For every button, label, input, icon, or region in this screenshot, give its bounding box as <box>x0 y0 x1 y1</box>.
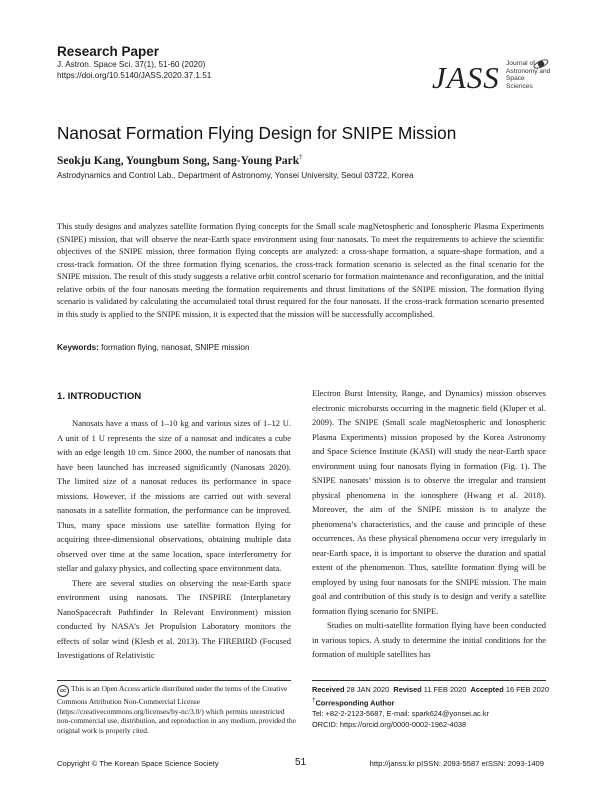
authors-names: Seokju Kang, Youngbum Song, Sang-Young Park <box>57 154 300 167</box>
keywords <box>57 343 250 352</box>
paper-title: Nanosat Formation Flying Design for SNIPE Mission <box>57 123 457 143</box>
logo-subtitle: Journal of Astronomy and Space Sciences <box>506 60 551 90</box>
right-column <box>312 386 546 662</box>
orbit-logo-icon <box>532 56 550 72</box>
contact-info: Tel: +82-2-2123-5687, E-mail: spark624@yonsei.ac.kr <box>312 709 489 719</box>
logo-wordmark: JASS <box>432 60 500 95</box>
doi-link[interactable]: https://doi.org/10.5140/JASS.2020.37.1.51 <box>57 71 212 80</box>
corresponding-mark: † <box>299 153 303 161</box>
left-column <box>57 416 291 663</box>
paragraph: Electron Burst Intensity, Range, and Dynamics) mission observes electronic microbursts occurring in the magnetic field (Kluper et al. 2009). The SNIPE (Small scale magNetospheric and Ionospheric Plasma Experiments) mission proposed by the Korea Astronomy and Space Science Institute (KASI) will study the near-Earth space environment using four nanosats flying in formation (Fig. 1). The SNIPE nanosats’ mission is to observe the irregular and transient physical phenomena in the ionosphere (Hwang et al. 2018). Moreover, the aim of the SNIPE mission is to analyze the phenomena’s characteristics, and the cause and principle of these occurrences. As these physical phenomena occur very irregularly in near-Earth space, it is important to observe the duration and spatial extent of the phenomenon. Thus, satellite formation flying will be employed by using four nanosats for the SNIPE mission. The main goal and contribution of this study is to design and verify a satellite formation flying scenario for SNIPE. <box>312 388 546 616</box>
paragraph: There are several studies on observing the near-Earth space environment using nanosats. The INSPIRE (Interplanetary NanoSpacecraft Pathfinder In Relevant Environment) mission conducted by NASA’s Jet Propulsion Laboratory monitors the effects of solar wind (Klesh et al. 2013). The FIREBIRD (Focused Investigations of Relativistic <box>57 577 291 660</box>
copyright: Copyright © The Korean Space Science Society <box>57 759 219 768</box>
article-dates: Received 28 JAN 2020 Revised 11 FEB 2020 Accepted 16 FEB 2020 <box>312 685 549 694</box>
corresponding-author: †Corresponding Author <box>312 697 395 708</box>
keywords-value: formation flying, nanosat, SNIPE mission <box>101 343 250 352</box>
paper-header <box>57 44 211 81</box>
journal-issn: http://janss.kr pISSN: 2093-5587 eISSN: 2093-1409 <box>369 759 544 768</box>
orcid-link[interactable]: ORCID: https://orcid.org/0000-0002-1962-4038 <box>312 720 467 730</box>
paragraph: Studies on multi-satellite formation flying have been conducted in various topics. A study to determine the initial conditions for the formation of multiple satellites has <box>312 620 546 659</box>
license-note <box>57 684 297 735</box>
page-footer <box>57 758 544 770</box>
footnote-divider <box>312 680 546 681</box>
keywords-label: Keywords: <box>57 343 99 352</box>
paper-type: Research Paper <box>57 44 160 59</box>
page-number: 51 <box>295 757 307 768</box>
affiliation: Astrodynamics and Control Lab., Department of Astronomy, Yonsei University, Seoul 03722, Korea <box>57 171 414 180</box>
footnote-divider <box>57 680 291 681</box>
paragraph: Nanosats have a mass of 1–10 kg and various sizes of 1–12 U. A unit of 1 U represents the size of a nanosat and indicates a cube with an edge length 10 cm. Since 2000, the number of nanosats that have been launched has increased significantly (Nanosats 2020). The limited size of a nanosat reduces its performance in space missions. However, if the missions are carried out with several nanosats in a satellite formation, the performance can be improved. Thus, many space missions use satellite formation flying for acquiring three-dimensional observations, obtaining multiple data observed over time at the same location, space interferometry for stellar and galaxy physics, and collecting space environment data. <box>57 418 291 573</box>
journal-reference: J. Astron. Space Sci. 37(1), 51-60 (2020) <box>57 60 206 69</box>
journal-logo <box>432 56 552 100</box>
license-text: This is an Open Access article distributed under the terms of the Creative Commons Attribution Non-Commercial License (https://creativecommons.org/licenses/by-nc/3.0/) which permits unrestricted non-commercial use, distribution, and reproduction in any medium, provided the original work is properly cited. <box>57 684 296 735</box>
article-info <box>312 684 552 730</box>
abstract: This study designs and analyzes satellite formation flying concepts for the Small scale magNetospheric and Ionospheric Plasma Experiments (SNIPE) mission, that will observe the near-Earth space environment using four nanosats. To meet the requirements to achieve the scientific objectives of the SNIPE mission, three formation flying concepts are analyzed: a cross-shape formation, a square-shape formation, and a cross-track formation. Of the three formation flying scenarios, the cross-track formation scenario is selected as the final scenario for the SNIPE mission. The result of this study suggests a relative orbit control scenario for formation maintenance and reconfiguration, and the initial relative orbits of the four nanosats meeting the formation requirements and thrust limitations of the SNIPE mission. The formation flying scenario is validated by calculating the accumulated total thrust required for the four nanosats. If the cross-track formation scenario presented in this study is applied to the SNIPE mission, it is expected that the mission will be successfully accomplished. <box>57 221 544 319</box>
section-heading: 1. INTRODUCTION <box>57 391 142 402</box>
creative-commons-icon: cc <box>57 685 69 697</box>
author-list <box>57 153 303 167</box>
